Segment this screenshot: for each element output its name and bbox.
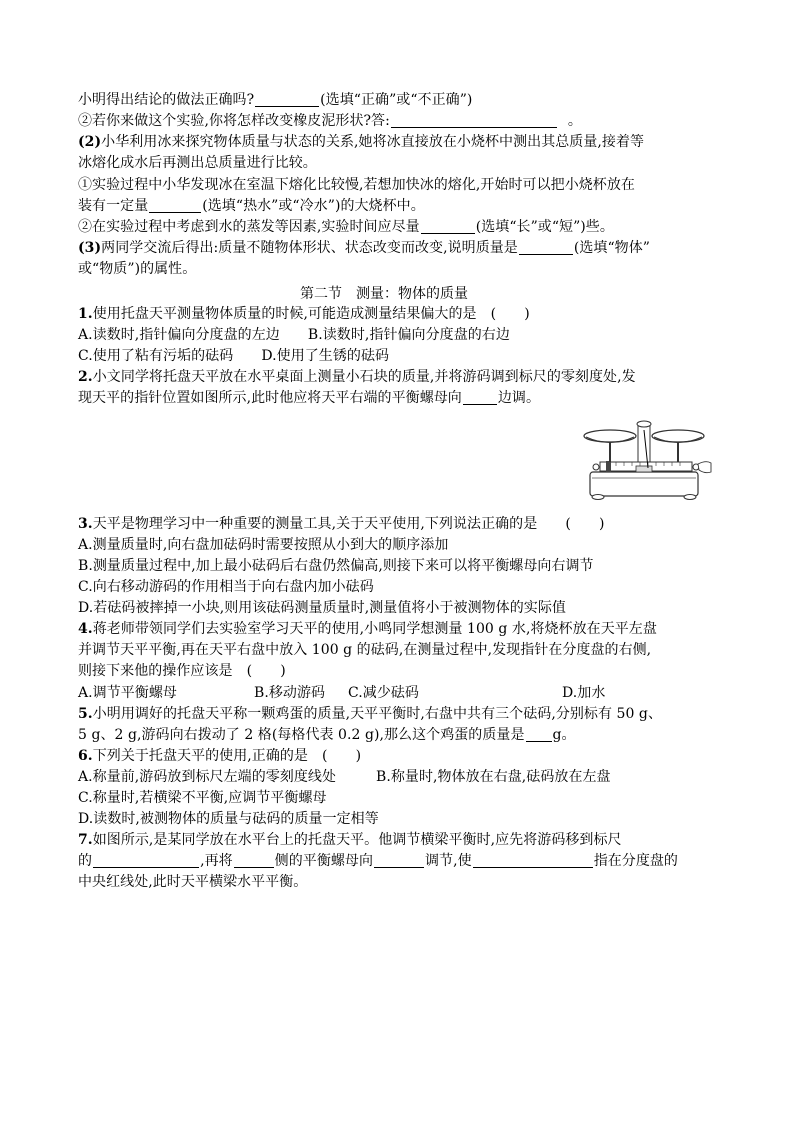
text: ②若你来做这个实验,你将怎样改变橡皮泥形状?答: (78, 113, 390, 129)
q3-option-b: B.测量质量过程中,加上最小砝码后右盘仍然偏高,则接下来可以将平衡螺母向右调节 (78, 558, 594, 574)
answer-blank[interactable] (473, 853, 593, 868)
text: 蒋老师带领同学们去实验室学习天平的使用,小鸣同学想测量 100 g 水,将烧杯放在天平左盘 (92, 621, 657, 637)
text: ,再将 (200, 853, 233, 869)
q4-option-d: D.加水 (562, 685, 606, 701)
line-6 (78, 196, 425, 216)
question-number: 2. (78, 369, 93, 385)
q3-option-d: D.若砝码被摔掉一小块,则用该砝码测量质量时,测量值将小于被测物体的实际值 (78, 600, 566, 616)
q3-option-a: A.测量质量时,向右盘加砝码时需要按照从小到大的顺序添加 (78, 537, 449, 553)
item-number: (3) (78, 240, 102, 256)
q6-option-b: B.称量时,物体放在右盘,砝码放在左盘 (376, 769, 611, 785)
q5-line-1 (78, 704, 662, 724)
line-8 (78, 238, 650, 258)
q4-line-2: 并调节天平平衡,再在天平右盘中放入 100 g 的砝码,在测量过程中,发现指针在分度盘的右侧, (78, 642, 652, 658)
text: (选填“正确”或“不正确”) (320, 92, 473, 108)
q6-option-a: A.称量前,游码放到标尺左端的零刻度线处 (78, 769, 337, 785)
text: 下列关于托盘天平的使用,正确的是 ( ) (92, 748, 362, 764)
line-1 (78, 90, 472, 110)
question-number: 4. (78, 621, 93, 637)
text: 使用托盘天平测量物体质量的时候,可能造成测量结果偏大的是 ( ) (92, 306, 530, 322)
line-5: ①实验过程中小华发现冰在室温下熔化比较慢,若想加快冰的熔化,开始时可以把小烧杯放在 (78, 177, 635, 193)
question-number: 6. (78, 748, 93, 764)
text: 小明用调好的托盘天平称一颗鸡蛋的质量,天平平衡时,右盘中共有三个砝码,分别标有 50 g、 (92, 706, 662, 722)
q3 (78, 514, 605, 534)
text: 边调。 (497, 390, 541, 406)
q3-option-c: C.向右移动游码的作用相当于向右盘内加小砝码 (78, 579, 374, 595)
q4-option-b: B.移动游码 (254, 685, 326, 701)
text: 小文同学将托盘天平放在水平桌面上测量小石块的质量,并将游码调到标尺的零刻度处,发 (92, 369, 636, 385)
question-number: 1. (78, 306, 93, 322)
text: 如图所示,是某同学放在水平台上的托盘天平。他调节横梁平衡时,应先将游码移到标尺 (92, 832, 622, 848)
text: ②在实验过程中考虑到水的蒸发等因素,实验时间应尽量 (78, 219, 420, 235)
question-number: 3. (78, 516, 93, 532)
line-3 (78, 132, 644, 152)
text: 现天平的指针位置如图所示,此时他应将天平右端的平衡螺母向 (78, 390, 462, 406)
line-2 (78, 111, 582, 131)
text: 的 (78, 853, 93, 869)
text: 两同学交流后得出:质量不随物体形状、状态改变而改变,说明质量是 (101, 240, 518, 256)
answer-blank[interactable] (421, 219, 475, 234)
tray-balance-image (578, 406, 713, 504)
line-9: 或“物质”)的属性。 (78, 261, 197, 277)
q4-line-3: 则接下来他的操作应该是 ( ) (78, 663, 286, 679)
text: 指在分度盘的 (593, 853, 678, 869)
answer-blank[interactable] (463, 390, 497, 405)
q7-line-2 (78, 851, 678, 871)
section-title: 第二节 测量：物体的质量 (300, 286, 468, 302)
q4-line-1 (78, 619, 657, 639)
q4-option-a: A.调节平衡螺母 (78, 685, 177, 701)
item-number: (2) (78, 134, 102, 150)
q5-line-2 (78, 725, 576, 745)
text: 小明得出结论的做法正确吗? (78, 92, 255, 108)
question-number: 7. (78, 832, 93, 848)
q1-options-ab: A.读数时,指针偏向分度盘的左边 B.读数时,指针偏向分度盘的右边 (78, 327, 510, 343)
text: 侧的平衡螺母向 (274, 853, 374, 869)
text: 装有一定量 (78, 198, 149, 214)
q6 (78, 746, 361, 766)
answer-blank[interactable] (526, 727, 552, 742)
q2-line-2 (78, 388, 540, 408)
text: (选填“长”或“短”)些。 (475, 219, 614, 235)
text: 天平是物理学习中一种重要的测量工具,关于天平使用,下列说法正确的是 ( ) (92, 516, 605, 532)
text: 5 g、2 g,游码向右拨动了 2 格(每格代表 0.2 g),那么这个鸡蛋的质量是 (78, 727, 525, 743)
text: 调节,使 (425, 853, 472, 869)
line-7 (78, 217, 614, 237)
answer-blank[interactable] (255, 92, 319, 107)
answer-blank[interactable] (149, 198, 201, 213)
q4-option-c: C.减少砝码 (348, 685, 419, 701)
line-4: 冰熔化成水后再测出总质量进行比较。 (78, 155, 317, 171)
text: (选填“热水”或“冷水”)的大烧杯中。 (202, 198, 425, 214)
q7-line-1 (78, 830, 622, 850)
question-number: 5. (78, 706, 93, 722)
answer-blank[interactable] (93, 853, 199, 868)
q6-option-c: C.称量时,若横梁不平衡,应调节平衡螺母 (78, 790, 327, 806)
q2-line-1 (78, 367, 636, 387)
q7-line-3: 中央红线处,此时天平横梁水平平衡。 (78, 874, 308, 890)
text: g。 (552, 727, 576, 743)
text: (选填“物体” (573, 240, 650, 256)
answer-blank[interactable] (519, 240, 573, 255)
text: 。 (567, 113, 582, 129)
answer-blank[interactable] (391, 113, 557, 128)
answer-blank[interactable] (234, 853, 274, 868)
answer-blank[interactable] (374, 853, 424, 868)
q1-options-cd: C.使用了粘有污垢的砝码 D.使用了生锈的砝码 (78, 348, 390, 364)
q1 (78, 304, 530, 324)
text: 小华利用冰来探究物体质量与状态的关系,她将冰直接放在小烧杯中测出其总质量,接着等 (101, 134, 645, 150)
q6-option-d: D.读数时,被测物体的质量与砝码的质量一定相等 (78, 811, 379, 827)
